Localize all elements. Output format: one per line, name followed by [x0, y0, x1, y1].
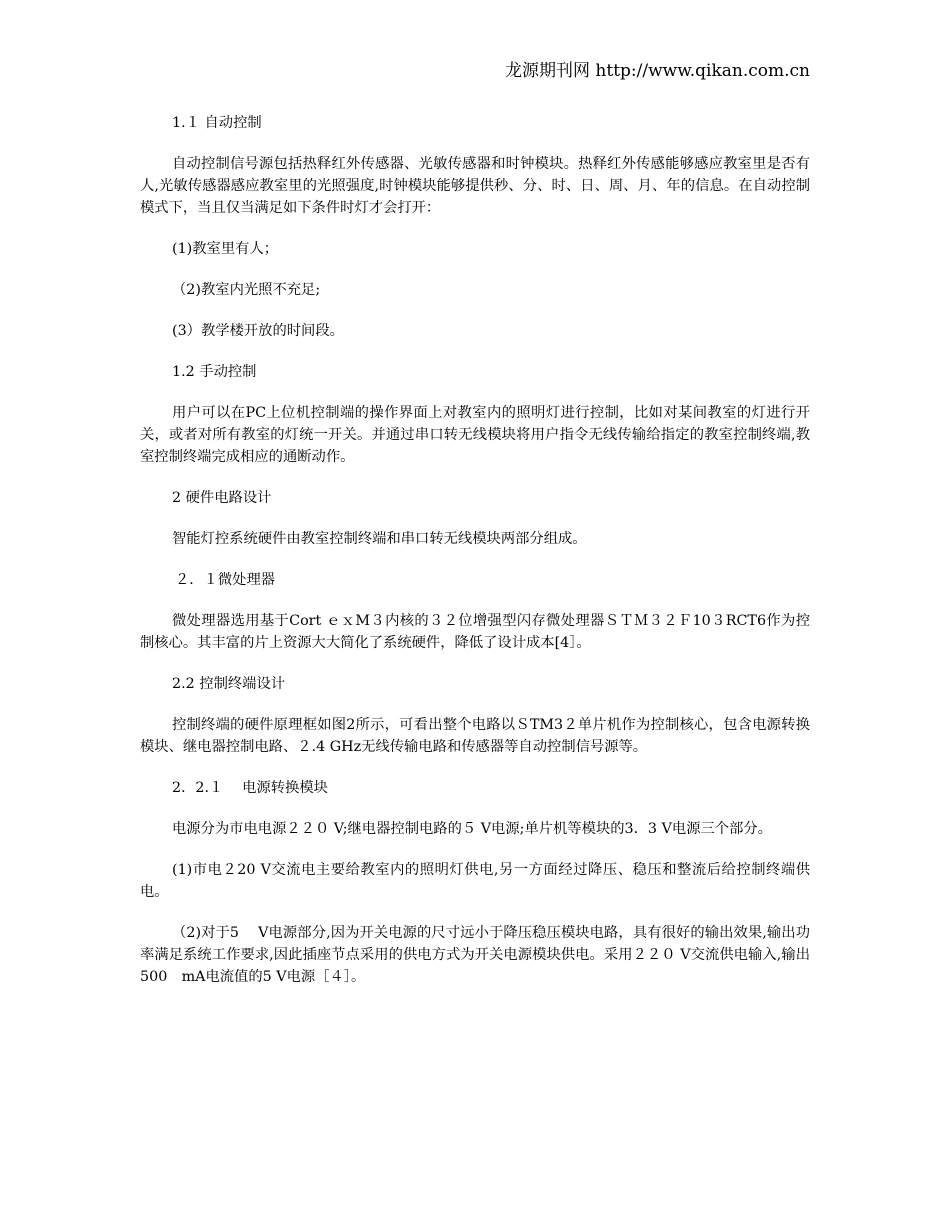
paragraph-auto-control: 自动控制信号源包括热释红外传感器、光敏传感器和时钟模块。热释红外传感能够感应教室里是否有人,光敏传感器感应教室里的光照强度,时钟模块能够提供秒、分、时、日、周、月、年的信息。在自动控制模式下，当且仅当满足如下条件时灯才会打开：: [140, 156, 810, 216]
paragraph-hardware-overview: 智能灯控系统硬件由教室控制终端和串口转无线模块两部分组成。: [172, 531, 587, 547]
condition-item-3: (3）教学楼开放的时间段。: [172, 323, 344, 339]
section-heading-2: 2 硬件电路设计: [172, 490, 272, 506]
article-body: [140, 112, 810, 1007]
paragraph-manual-control: 用户可以在PC上位机控制端的操作界面上对教室内的照明灯进行控制，比如对某间教室的灯进行开关，或者对所有教室的灯统一开关。并通过串口转无线模块将用户指令无线传输给指定的教室控制终端,教室控制终端完成相应的通断动作。: [140, 405, 810, 465]
paragraph-microprocessor: 微处理器选用基于Cort ｅｘM３内核的３２位增强型闪存微处理器ＳＴＭ３２Ｆ10３RCT6作为控制核心。其丰富的片上资源大大简化了系统硬件，降低了设计成本[4］。: [140, 613, 810, 651]
section-heading-1-2: 1.2 手动控制: [172, 364, 257, 380]
section-heading-1-1: 1.１ 自动控制: [172, 115, 262, 131]
paragraph-control-terminal: 控制终端的硬件原理框如图2所示，可看出整个电路以ＳTM3２单片机作为控制核心，包含电源转换模块、继电器控制电路、２.4 GHz无线传输电路和传感器等自动控制信号源等。: [140, 717, 810, 755]
section-heading-2-2: 2.2 控制终端设计: [172, 676, 286, 692]
condition-item-1: (1)教室里有人；: [172, 241, 279, 257]
site-header: 龙源期刊网 http://www.qikan.com.cn: [505, 61, 810, 81]
section-heading-2-2-1: 2．2.１ 电源转换模块: [172, 780, 328, 796]
section-heading-2-1: ２．１微处理器: [175, 572, 276, 588]
paragraph-power-sources: 电源分为市电电源２２０ V;继电器控制电路的５ V电源;单片机等模块的3．3 V电源三个部分。: [172, 821, 772, 837]
condition-item-2: （2)教室内光照不充足;: [172, 282, 321, 298]
paragraph-mains-220v: (1)市电２20 V交流电主要给教室内的照明灯供电,另一方面经过降压、稳压和整流后给控制终端供电。: [140, 862, 810, 900]
paragraph-5v-supply: （2)对于5 V电源部分,因为开关电源的尺寸远小于降压稳压模块电路，具有很好的输出效果,输出功率满足系统工作要求,因此插座节点采用的供电方式为开关电源模块供电。采用２２０ V交流供电输入,输出500 mA电流值的5 V电源［４］。: [140, 925, 810, 985]
